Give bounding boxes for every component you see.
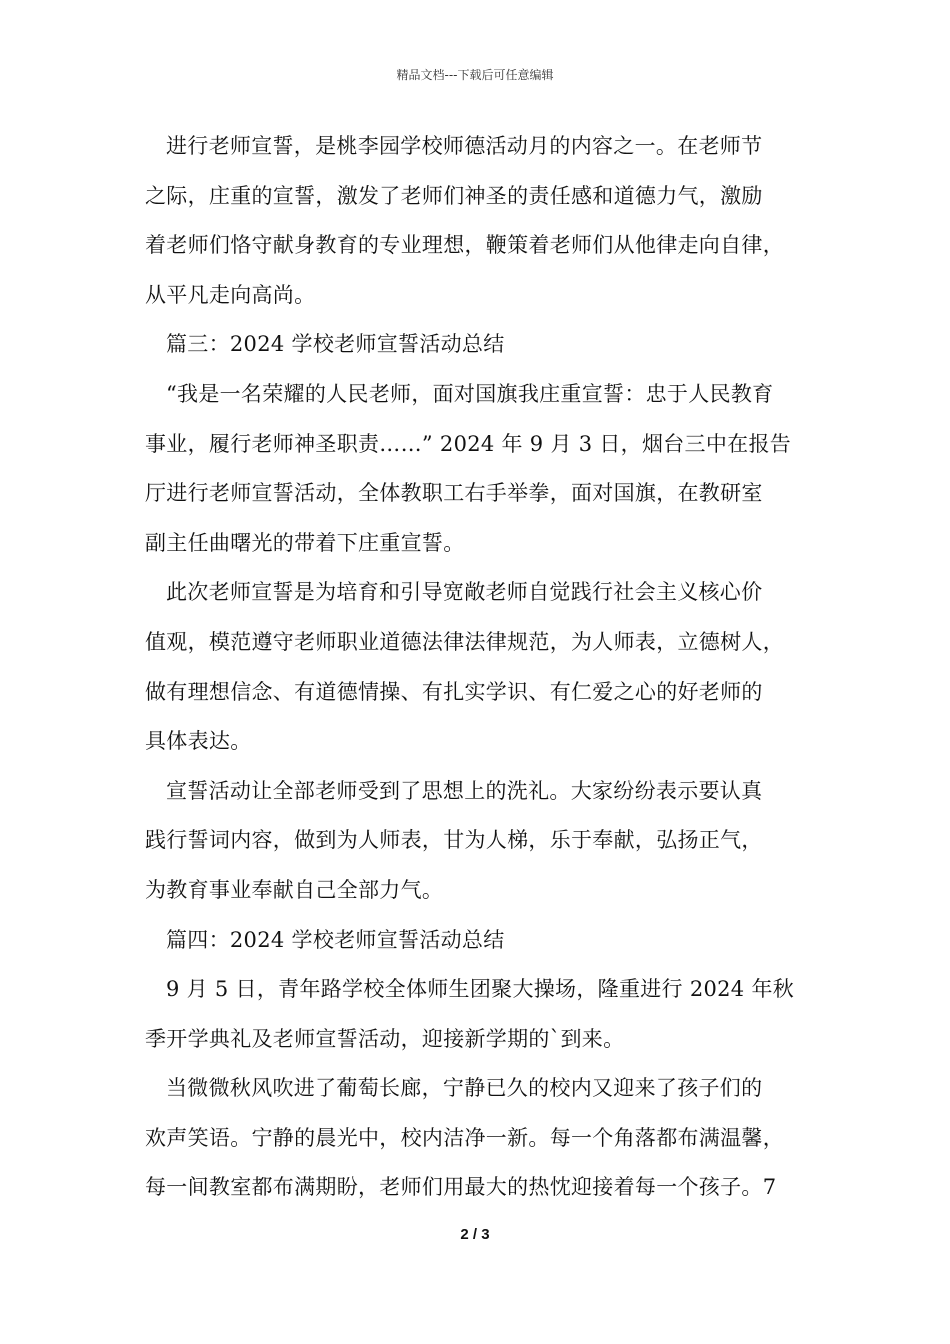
text-line: 之际，庄重的宣誓，激发了老师们神圣的责任感和道德力气，激励 — [145, 183, 763, 208]
text-line: 着老师们恪守献身教育的专业理想，鞭策着老师们从他律走向自律， — [145, 233, 784, 258]
section-heading: 篇三：2024 学校老师宣誓活动总结 — [166, 332, 505, 357]
text-line: 当微微秋风吹进了葡萄长廊，宁静已久的校内又迎来了孩子们的 — [166, 1076, 763, 1101]
text-line: 进行老师宣誓，是桃李园学校师德活动月的内容之一。在老师节 — [166, 134, 763, 158]
text-line: 事业，履行老师神圣职责……” 2024 年 9 月 3 日，烟台三中在报告 — [145, 431, 792, 456]
text-line: 从平凡走向高尚。 — [145, 282, 316, 307]
text-line: 副主任曲曙光的带着下庄重宣誓。 — [145, 530, 465, 555]
text-line: “我是一名荣耀的人民老师，面对国旗我庄重宣誓：忠于人民教育 — [166, 381, 774, 406]
text-line: 每一间教室都布满期盼，老师们用最大的热忱迎接着每一个孩子。7 — [145, 1175, 777, 1200]
text-line: 宣誓活动让全部老师受到了思想上的洗礼。大家纷纷表示要认真 — [166, 778, 763, 803]
page-header: 精品文档---下载后可任意编辑 — [396, 68, 554, 82]
page-number: 2 / 3 — [460, 1226, 490, 1243]
text-line: 做有理想信念、有道德情操、有扎实学识、有仁爱之心的好老师的 — [145, 679, 763, 704]
text-line: 欢声笑语。宁静的晨光中，校内洁净一新。每一个角落都布满温馨， — [145, 1125, 784, 1150]
text-line: 季开学典礼及老师宣誓活动，迎接新学期的`到来。 — [145, 1026, 625, 1051]
text-line: 践行誓词内容，做到为人师表，甘为人梯，乐于奉献，弘扬正气， — [145, 828, 763, 853]
text-line: 此次老师宣誓是为培育和引导宽敞老师自觉践行社会主义核心价 — [166, 580, 763, 605]
text-line: 厅进行老师宣誓活动，全体教职工右手举拳，面对国旗，在教研室 — [145, 481, 763, 506]
document-body — [145, 128, 810, 1219]
text-line: 9 月 5 日，青年路学校全体师生团聚大操场，隆重进行 2024 年秋 — [166, 977, 795, 1002]
section-heading: 篇四：2024 学校老师宣誓活动总结 — [166, 927, 505, 952]
text-line: 值观，模范遵守老师职业道德法律法律规范，为人师表，立德树人， — [145, 629, 784, 654]
text-line: 为教育事业奉献自己全部力气。 — [145, 877, 444, 902]
text-line: 具体表达。 — [145, 729, 252, 754]
